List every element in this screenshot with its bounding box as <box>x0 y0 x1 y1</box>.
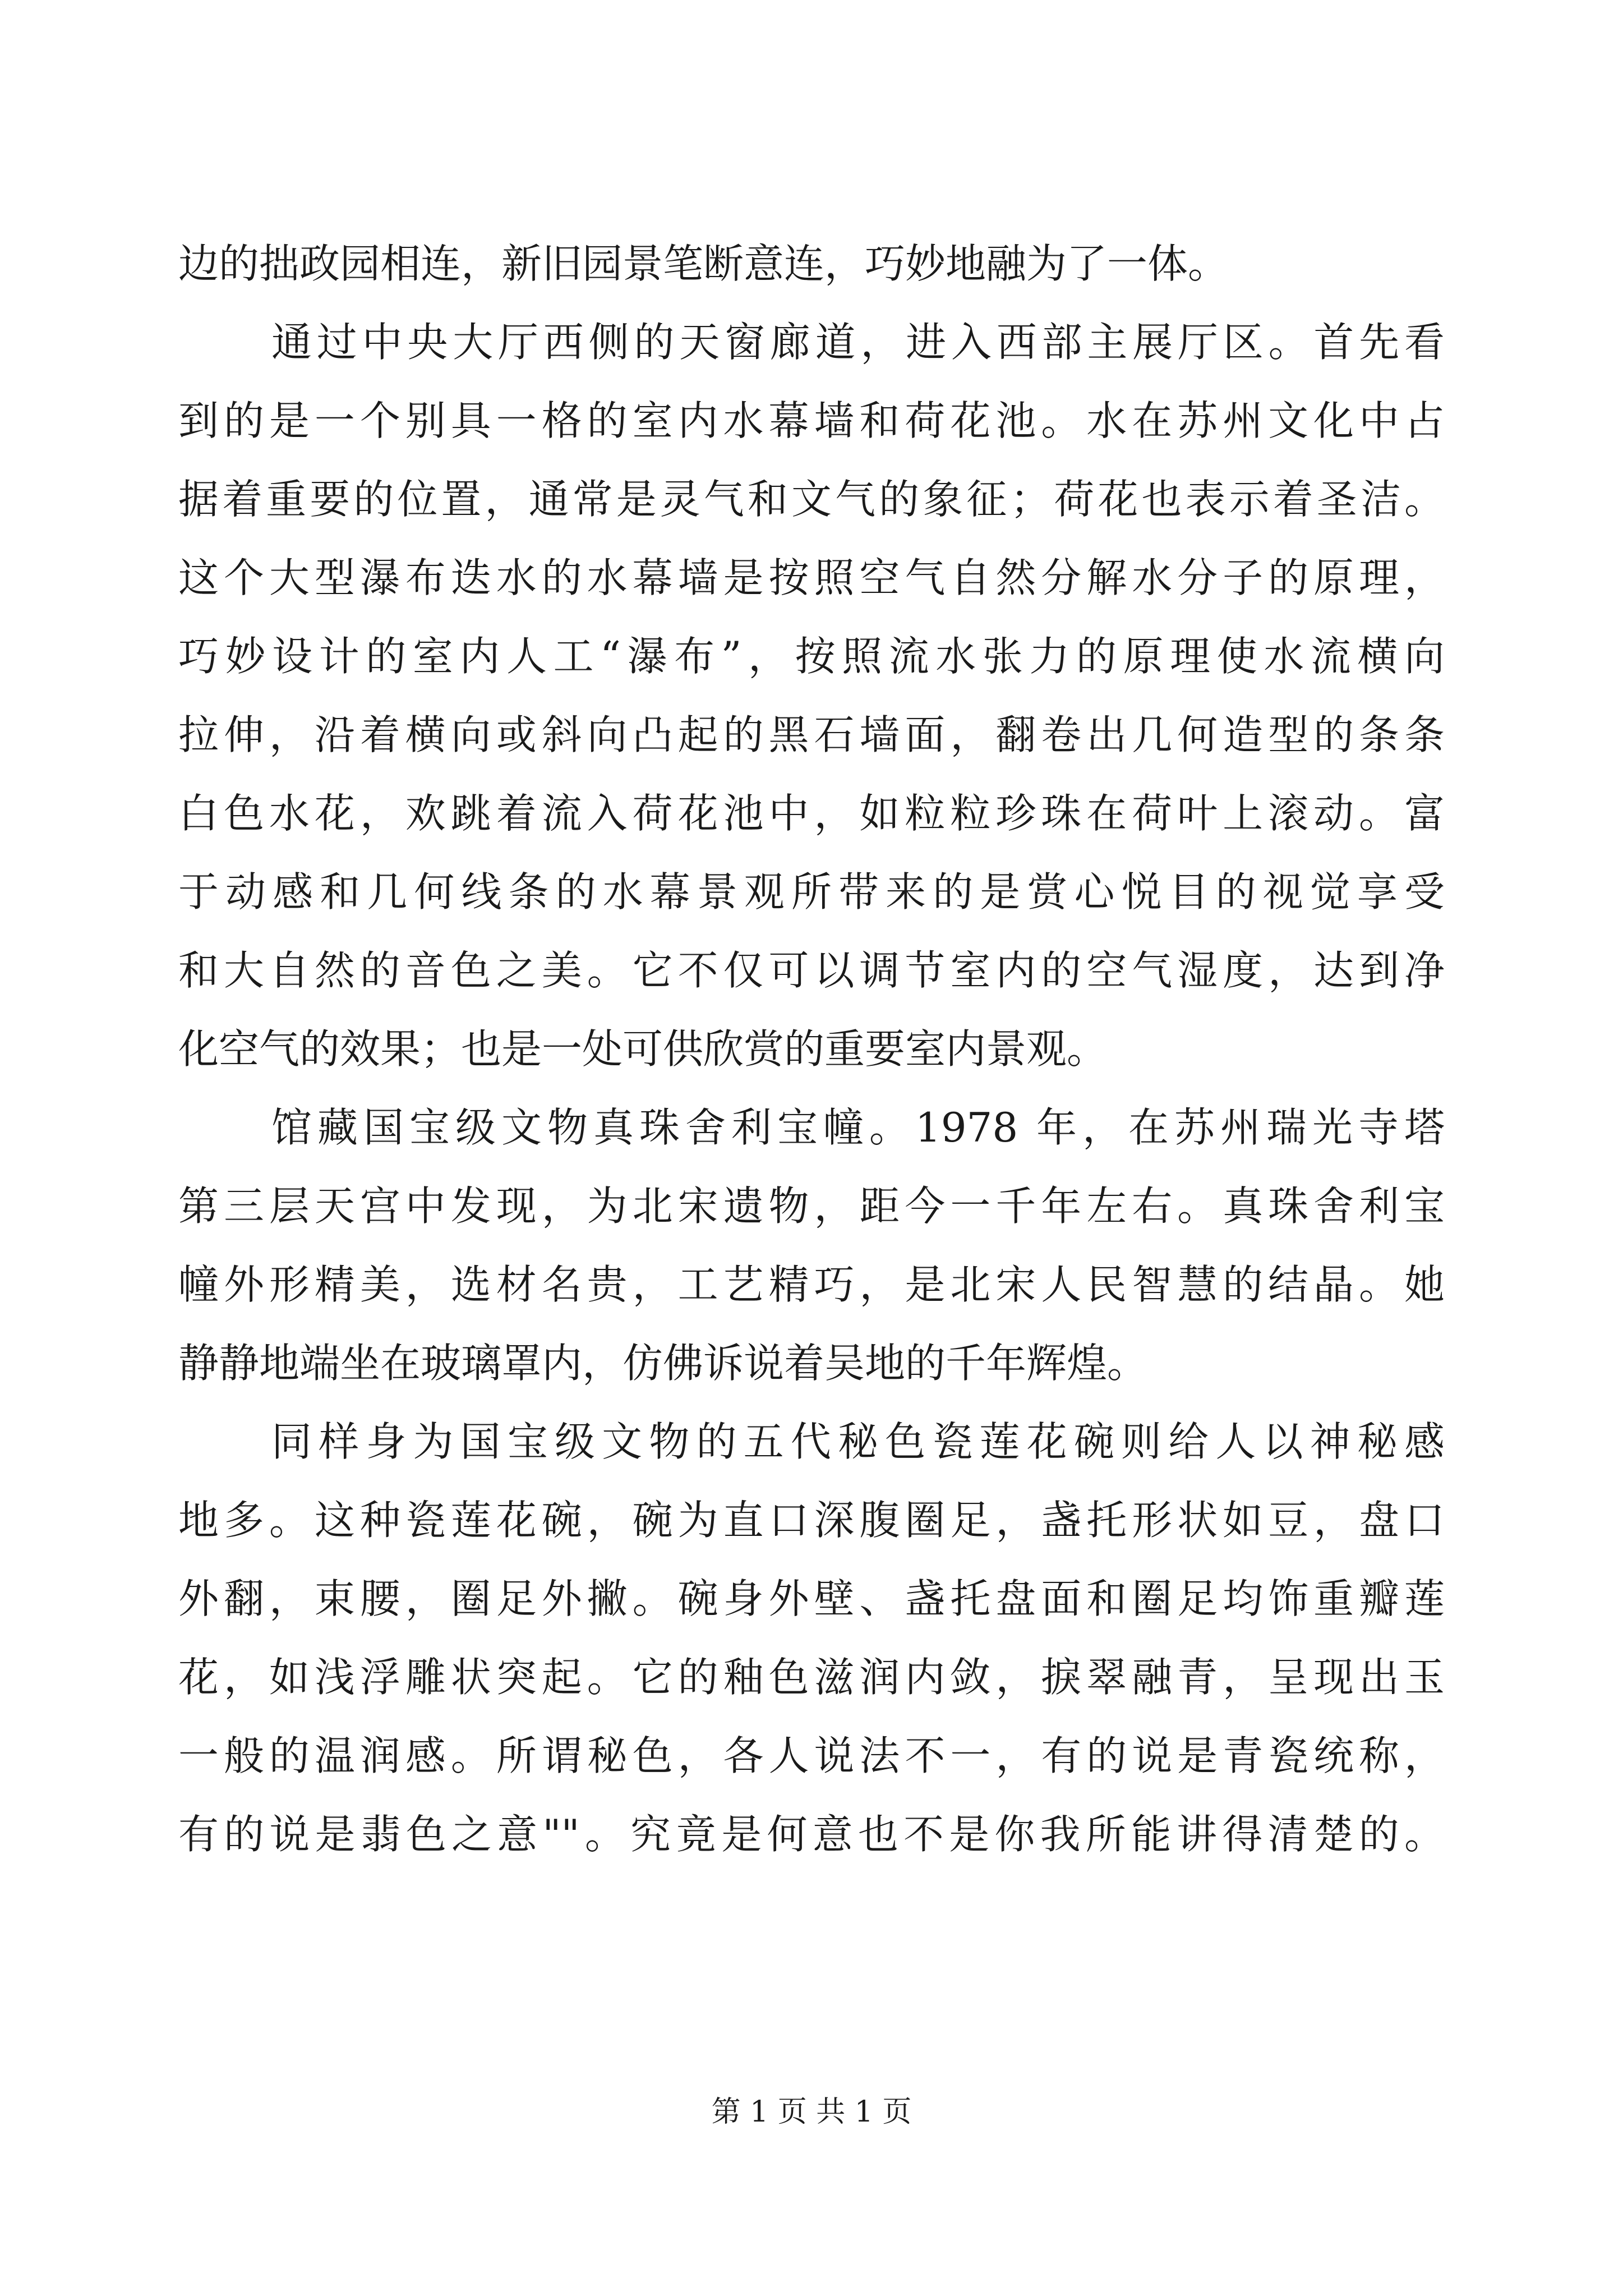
text-line: 于动感和几何线条的水幕景观所带来的是赏心悦目的视觉享受 <box>178 868 1445 915</box>
text-line: 和大自然的音色之美。它不仅可以调节室内的空气湿度，达到净 <box>178 947 1445 994</box>
text-line: 这个大型瀑布迭水的水幕墙是按照空气自然分解水分子的原理， <box>178 554 1445 601</box>
text-line: 静静地端坐在玻璃罩内，仿佛诉说着吴地的千年辉煌。 <box>178 1340 1148 1387</box>
text-line: 一般的温润感。所谓秘色，各人说法不一，有的说是青瓷统称， <box>178 1732 1445 1779</box>
text-line: 白色水花，欢跳着流入荷花池中，如粒粒珍珠在荷叶上滚动。富 <box>178 790 1445 837</box>
text-line: 第三层天宫中发现，为北宋遗物，距今一千年左右。真珠舍利宝 <box>178 1182 1445 1230</box>
text-line: 有的说是翡色之意""。究竟是何意也不是你我所能讲得清楚的。 <box>178 1811 1445 1858</box>
text-line: 通过中央大厅西侧的天窗廊道，进入西部主展厅区。首先看 <box>271 319 1445 366</box>
page-footer: 第 1 页 共 1 页 <box>711 2095 912 2129</box>
text-line: 巧妙设计的室内人工“瀑布”，按照流水张力的原理使水流横向 <box>178 633 1445 680</box>
text-line: 拉伸，沿着横向或斜向凸起的黑石墙面，翻卷出几何造型的条条 <box>178 711 1445 758</box>
text-line: 外翻，束腰，圈足外撇。碗身外壁、盏托盘面和圈足均饰重瓣莲 <box>178 1575 1445 1622</box>
text-line: 据着重要的位置，通常是灵气和文气的象征；荷花也表示着圣洁。 <box>178 476 1445 523</box>
body-text <box>178 224 1445 1874</box>
text-line: 同样身为国宝级文物的五代秘色瓷莲花碗则给人以神秘感 <box>271 1418 1445 1465</box>
text-line: 到的是一个别具一格的室内水幕墙和荷花池。水在苏州文化中占 <box>178 397 1445 444</box>
text-line: 馆藏国宝级文物真珠舍利宝幢。1978 年，在苏州瑞光寺塔 <box>271 1104 1445 1151</box>
text-line: 花，如浅浮雕状突起。它的釉色滋润内敛，捩翠融青，呈现出玉 <box>178 1654 1445 1701</box>
text-line: 化空气的效果；也是一处可供欣赏的重要室内景观。 <box>178 1025 1108 1073</box>
text-line: 边的拙政园相连，新旧园景笔断意连，巧妙地融为了一体。 <box>178 240 1229 287</box>
text-line: 地多。这种瓷莲花碗，碗为直口深腹圈足，盏托形状如豆，盘口 <box>178 1497 1445 1544</box>
text-line: 幢外形精美，选材名贵，工艺精巧，是北宋人民智慧的结晶。她 <box>178 1261 1445 1308</box>
